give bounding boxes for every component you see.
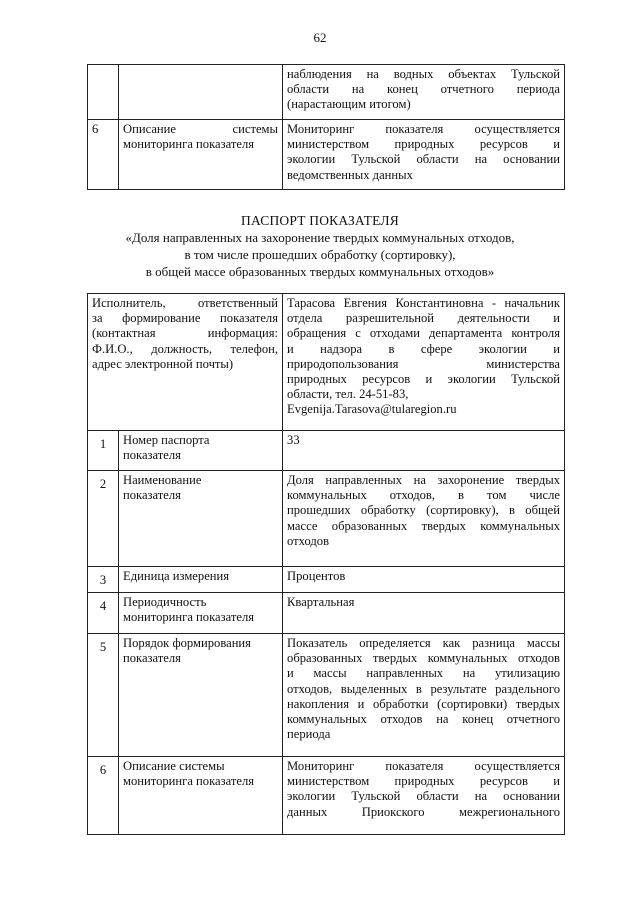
continuation-table xyxy=(87,64,565,190)
table-row xyxy=(88,431,565,471)
text-line: накопления и обработки (сортировки) твердых xyxy=(287,696,561,711)
table-row xyxy=(88,120,565,190)
row-label-cell xyxy=(119,431,283,471)
text-line: природопользования министерства xyxy=(287,356,561,371)
text-line: мониторинга показателя xyxy=(123,774,255,789)
table-row xyxy=(88,634,565,757)
text-line: Описание системы xyxy=(123,122,278,136)
text-line: адрес электронной почты) xyxy=(92,356,234,371)
text-line: 33 xyxy=(287,433,300,447)
text-line: природных ресурсов и экологии Тульской xyxy=(287,372,561,387)
text-line: образованных твердых коммунальных отходов xyxy=(287,651,561,666)
row-number-cell: 1 xyxy=(88,431,119,471)
text-line: Тарасова Евгения Константиновна - начальник xyxy=(287,296,561,310)
text-line: Исполнитель, ответственный xyxy=(92,296,279,310)
row-number-cell: 6 xyxy=(88,120,119,190)
text-line: и надзора в сфере экологии и xyxy=(287,341,561,356)
text-line: Показатель определяется как разница массы xyxy=(287,636,561,650)
text-line: министерством природных ресурсов и xyxy=(287,137,560,152)
row-value-cell xyxy=(283,757,565,835)
row-label-cell xyxy=(119,120,283,190)
row-number-cell: 3 xyxy=(88,567,119,593)
text-line: экологии Тульской области на основании xyxy=(287,789,561,804)
text-line: Ф.И.О., должность, телефон, xyxy=(92,341,279,356)
text-line: коммунальных отходов на конец отчетного xyxy=(287,712,561,727)
text-line: Мониторинг показателя осуществляется xyxy=(287,122,560,136)
text-line: показателя xyxy=(123,448,181,463)
text-line: Номер паспорта xyxy=(123,433,210,447)
row-value-cell xyxy=(283,471,565,567)
text-line: Доля направленных на захоронение твердых xyxy=(287,473,561,487)
row-label-cell xyxy=(119,757,283,835)
text-line: ведомственных данных xyxy=(287,167,413,182)
text-line: показателя xyxy=(123,651,181,666)
text-line: данных Приокского межрегионального xyxy=(287,804,561,819)
text-line: Периодичность xyxy=(123,595,207,609)
text-line: Evgenija.Tarasova@tularegion.ru xyxy=(287,402,457,417)
text-line: (контактная информация: xyxy=(92,326,279,341)
row-number-cell: 2 xyxy=(88,471,119,567)
text-line: Порядок формирования xyxy=(123,636,251,650)
text-line: области, тел. 24-51-83, xyxy=(287,387,409,402)
text-line: отдела разрешительной деятельности и xyxy=(287,311,561,326)
passport-subtitle-line: в общей массе образованных твердых коммунальных отходов» xyxy=(145,264,495,279)
text-line: Наименование xyxy=(123,473,202,487)
table-row xyxy=(88,567,565,593)
text-line: показателя xyxy=(123,488,181,503)
table-row xyxy=(88,593,565,634)
row-value-cell xyxy=(283,593,565,634)
text-line: коммунальных отходов, в том числе xyxy=(287,488,561,503)
text-line: периода xyxy=(287,727,331,742)
row-label-cell xyxy=(119,471,283,567)
text-line: отходов xyxy=(287,533,330,548)
page-number: 62 xyxy=(313,30,327,45)
row-number-cell: 6 xyxy=(88,757,119,835)
text-line: наблюдения на водных объектах Тульской xyxy=(287,67,560,81)
text-line: министерством природных ресурсов и xyxy=(287,774,561,789)
text-line: отходов, выделенных в результате раздельного xyxy=(287,681,561,696)
row-value-cell xyxy=(283,120,565,190)
text-line: Процентов xyxy=(287,569,346,583)
text-line: Единица измерения xyxy=(123,569,230,583)
text-line: прошедших обработку (сортировку), в общей xyxy=(287,503,561,518)
row-value-cell xyxy=(283,567,565,593)
text-line: обращения с отходами департамента контроля xyxy=(287,326,561,341)
passport-heading xyxy=(0,212,640,280)
text-line: за формирование показателя xyxy=(92,311,279,326)
row-number-cell xyxy=(88,65,119,120)
executor-value-cell xyxy=(283,294,565,431)
row-label-cell xyxy=(119,634,283,757)
row-number-cell: 5 xyxy=(88,634,119,757)
passport-subtitle-line: «Доля направленных на захоронение твердых коммунальных отходов, xyxy=(125,230,515,245)
text-line: массе образованных твердых коммунальных xyxy=(287,518,561,533)
text-line: мониторинга показателя xyxy=(123,610,255,625)
text-line: Квартальная xyxy=(287,595,355,609)
row-value-cell xyxy=(283,65,565,120)
row-label-cell xyxy=(119,567,283,593)
table-row-executor xyxy=(88,294,565,431)
table-row xyxy=(88,757,565,835)
executor-label-cell xyxy=(88,294,283,431)
row-value-cell xyxy=(283,634,565,757)
passport-title: ПАСПОРТ ПОКАЗАТЕЛЯ xyxy=(241,213,399,228)
passport-subtitle-line: в том числе прошедших обработку (сортировку), xyxy=(184,247,456,262)
text-line: (нарастающим итогом) xyxy=(287,97,411,112)
passport-table xyxy=(87,293,565,835)
row-label-cell xyxy=(119,65,283,120)
text-line: экологии Тульской области на основании xyxy=(287,152,560,167)
row-number-cell: 4 xyxy=(88,593,119,634)
table-row xyxy=(88,471,565,567)
table-row xyxy=(88,65,565,120)
text-line: Мониторинг показателя осуществляется xyxy=(287,759,561,773)
text-line: области на конец отчетного периода xyxy=(287,82,560,97)
text-line: Описание системы xyxy=(123,759,225,773)
text-line: мониторинга показателя xyxy=(123,137,255,152)
row-value-cell xyxy=(283,431,565,471)
row-label-cell xyxy=(119,593,283,634)
text-line: и массы направленных на утилизацию xyxy=(287,666,561,681)
